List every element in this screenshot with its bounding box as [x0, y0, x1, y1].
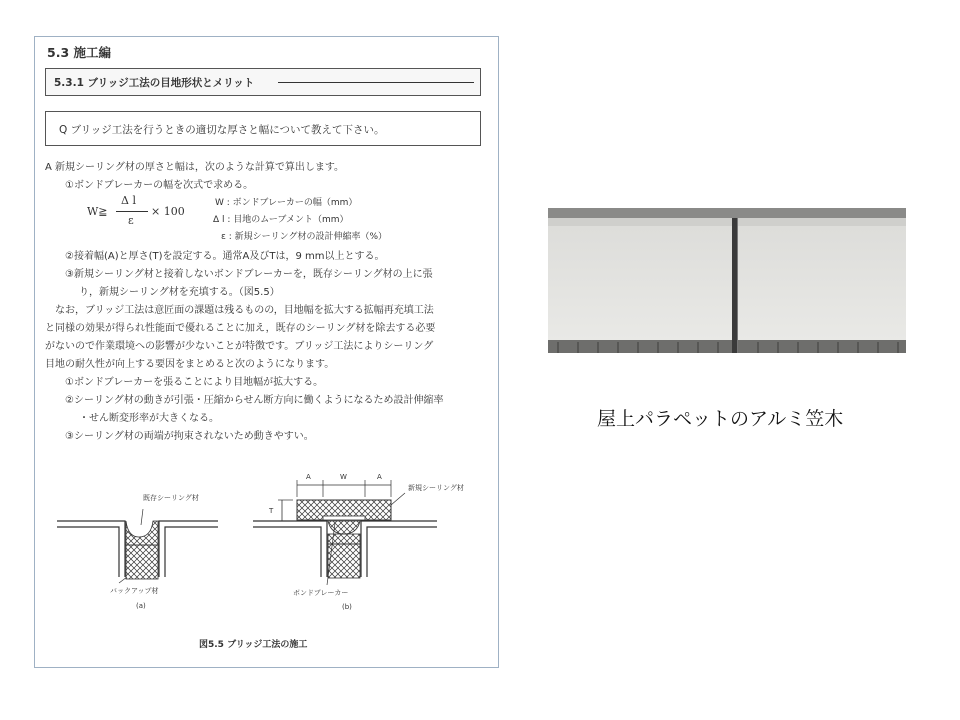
answer-lead: A 新規シーリング材の厚さと幅は，次のような計算で算出します。 [45, 162, 345, 173]
step-2: ②接着幅(A)と厚さ(T)を設定する。通常A及びTは，9 mm以上とする。 [65, 251, 385, 262]
coping-photo-image [548, 208, 906, 353]
question-text: Q ブリッジ工法を行うときの適切な厚さと幅について教えて下さい。 [59, 124, 385, 136]
step-3-line-2: り，新規シーリング材を充填する。（図5.5） [79, 287, 280, 298]
paragraph-line-1: なお，ブリッジ工法は意匠面の課題は残るものの，目地幅を拡大する拡幅再充填工法 [55, 305, 434, 316]
label-a: (a) [136, 602, 146, 610]
dim-t: T [269, 507, 274, 515]
dim-w: W [340, 473, 347, 481]
aluminum-coping-photo [548, 208, 906, 353]
figure-b-joint-drawing [253, 480, 437, 585]
legend-w: W : ボンドブレーカーの幅（mm） [215, 198, 358, 208]
subsection-title: 5.3.1 ブリッジ工法の目地形状とメリット [54, 77, 255, 89]
paragraph-line-3: がないので作業環境への影響が少ないことが特徴です。ブリッジ工法によりシーリング [45, 341, 434, 352]
label-bond-breaker: ボンドブレーカー [293, 589, 349, 597]
paragraph-line-4: 目地の耐久性が向上する要因をまとめると次のようになります。 [45, 359, 335, 370]
label-existing-sealant: 既存シーリング材 [143, 494, 199, 502]
figure-caption: 図5.5 ブリッジ工法の施工 [199, 640, 308, 650]
formula-numerator: Δ l [121, 194, 136, 207]
dim-a-left: A [306, 473, 311, 481]
formula-lhs: W≧ [87, 205, 108, 218]
point-1: ①ボンドブレーカーを張ることにより目地幅が拡大する。 [65, 377, 324, 388]
step-3-line-1: ③新規シーリング材と接着しないボンドブレーカーを，既存シーリング材の上に張 [65, 269, 433, 280]
document-page [34, 36, 499, 668]
formula-denominator: ε [128, 214, 134, 227]
label-b: (b) [342, 603, 352, 611]
point-3: ③シーリング材の両端が拘束されないため動きやすい。 [65, 431, 314, 442]
label-backup-material: バックアップ材 [110, 587, 159, 595]
figure-a-joint-drawing [57, 509, 218, 583]
legend-epsilon: ε : 新規シーリング材の設計伸縮率（%） [221, 232, 387, 242]
photo-caption: 屋上パラペットのアルミ笠木 [597, 408, 844, 430]
step-1: ①ボンドブレーカーの幅を次式で求める。 [65, 180, 254, 191]
label-new-sealant: 新規シーリング材 [408, 484, 464, 492]
point-2-cont: ・せん断変形率が大きくなる。 [79, 413, 219, 424]
paragraph-line-2: と同様の効果が得られ性能面で優れることに加え，既存のシーリング材を除去する必要 [45, 323, 436, 334]
figure-5-5 [35, 37, 498, 667]
formula-multiplier: × 100 [151, 205, 185, 218]
legend-delta-l: Δ l : 目地のムーブメント（mm） [213, 215, 349, 225]
dim-a-right: A [377, 473, 382, 481]
point-2: ②シーリング材の動きが引張・圧縮からせん断方向に働くようになるため設計伸縮率 [65, 395, 444, 406]
section-title: 5.3 施工編 [47, 45, 111, 60]
